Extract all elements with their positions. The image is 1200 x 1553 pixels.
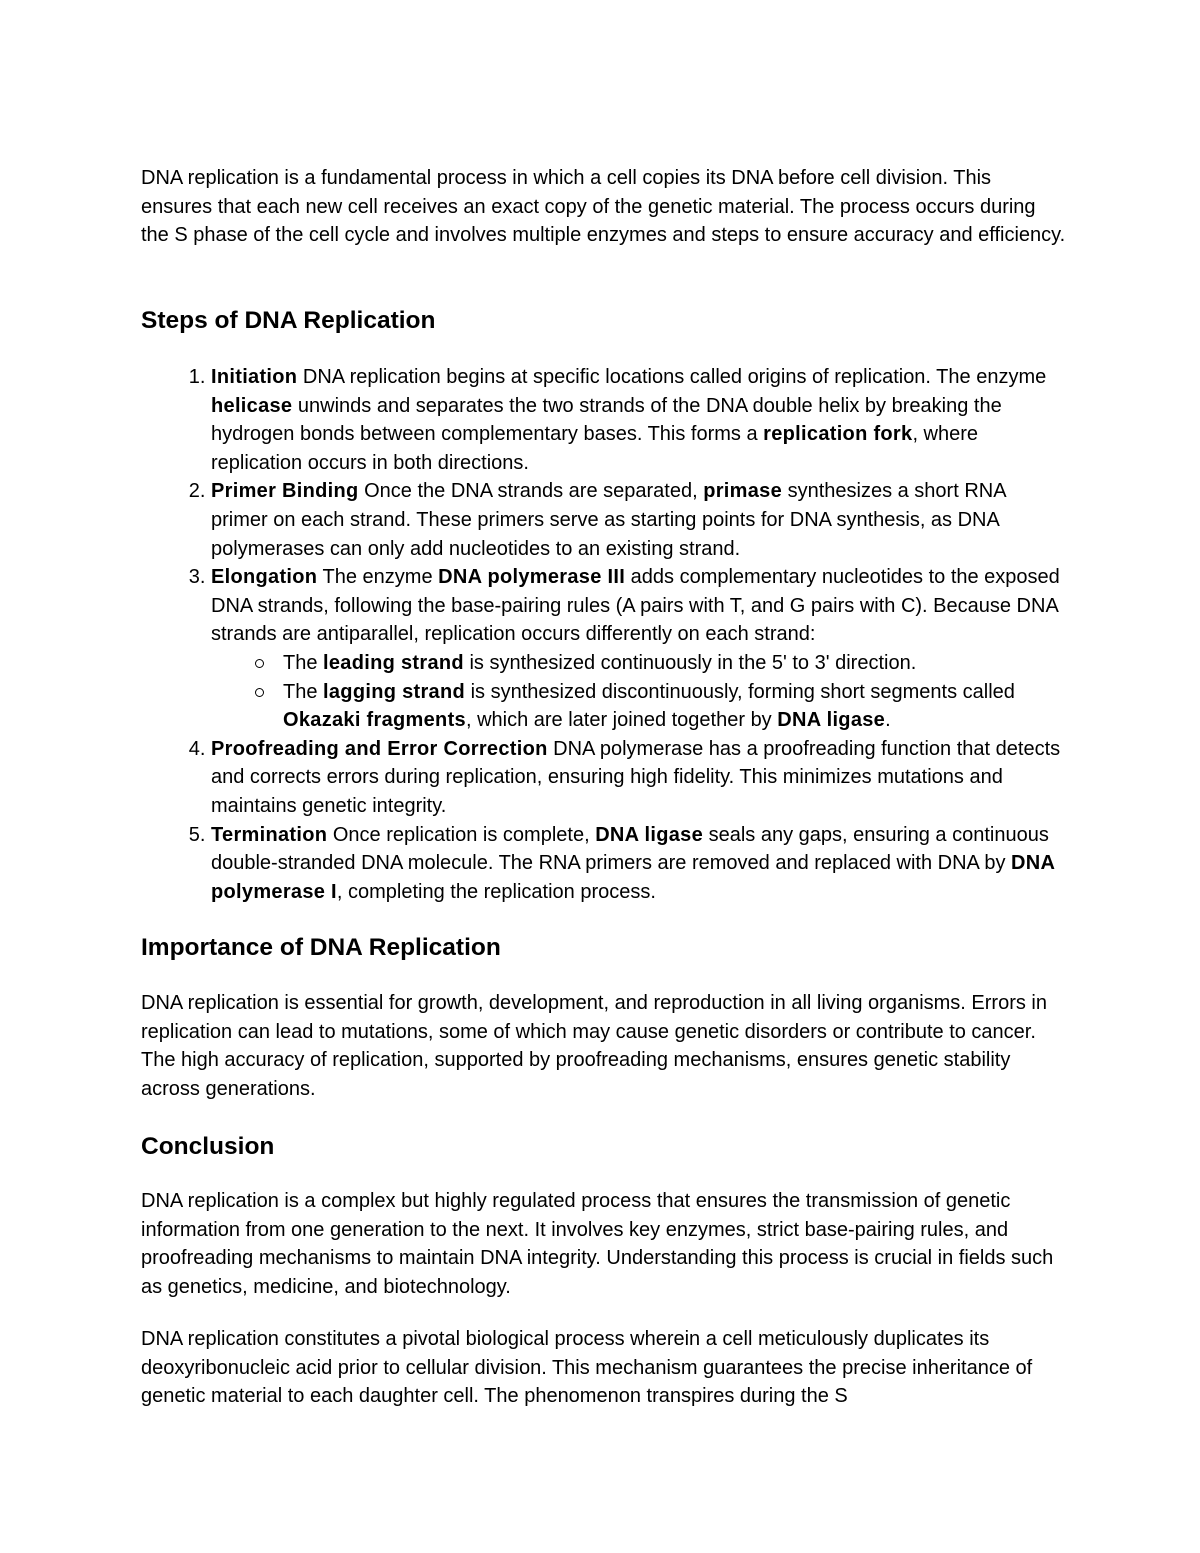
bold-term: Termination xyxy=(211,823,328,846)
text-run: unwinds and separates the two strands of the DNA double helix by breaking the hydrogen bonds between complementary bases. This forms a xyxy=(211,394,1002,446)
extra-paragraph: DNA replication constitutes a pivotal biological process wherein a cell meticulously duplicates its deoxyribonucleic acid prior to cellular division. This mechanism guarantees the precise inheritance of genetic material to each daughter cell. The phenomenon transpires during the S xyxy=(141,1328,1033,1408)
bold-term: primase xyxy=(703,480,783,503)
bold-term: leading strand xyxy=(323,651,464,674)
text-run: is synthesized continuously in the 5' to 3' direction. xyxy=(463,651,917,674)
text-run: adds complementary nucleotides to the exposed DNA strands, following the base-pairing rules (A pairs with T, and G pairs with C). Because DNA strands are antiparallel, replication occurs differently on each strand: xyxy=(211,566,1060,646)
text-run: seals any gaps, ensuring a continuous double-stranded DNA molecule. The RNA primers are removed and replaced with DNA by xyxy=(211,823,1049,875)
bold-term: Proofreading and Error Correction xyxy=(211,737,548,760)
bold-term: lagging strand xyxy=(323,680,466,703)
importance-paragraph: DNA replication is essential for growth, development, and reproduction in all living organisms. Errors in replication can lead to mutations, some of which may cause genetic disorders or contribute to cancer. The high accuracy of replication, supported by proofreading mechanisms, ensures genetic stability across generations. xyxy=(141,992,1047,1100)
bold-term: DNA ligase xyxy=(595,823,704,846)
text-run: The enzyme xyxy=(317,566,439,589)
text-run: , where replication occurs in both directions. xyxy=(211,423,979,474)
sub-list xyxy=(211,649,1066,735)
step-item xyxy=(211,735,1066,821)
text-run: The xyxy=(283,651,324,674)
text-run: Once the DNA strands are separated, xyxy=(358,480,704,503)
bold-term: Initiation xyxy=(211,366,298,388)
bold-term: helicase xyxy=(211,394,293,417)
bold-term: DNA ligase xyxy=(777,709,886,732)
bold-term: replication fork xyxy=(763,423,913,446)
step-item xyxy=(211,563,1066,735)
text-run: synthesizes a short RNA primer on each strand. These primers serve as starting points for DNA synthesis, as DNA polymerases can only add nucleotides to an existing strand. xyxy=(211,480,1006,560)
bold-term: DNA polymerase I xyxy=(211,852,1055,903)
text-run: The xyxy=(283,680,324,703)
text-run: , completing the replication process. xyxy=(336,880,656,903)
bold-term: Elongation xyxy=(211,566,318,589)
conclusion-heading: Conclusion xyxy=(141,1133,275,1160)
step-item xyxy=(211,363,1066,477)
step-item xyxy=(211,821,1066,907)
steps-list xyxy=(141,363,1066,906)
text-run: DNA polymerase has a proofreading function that detects and corrects errors during replication, ensuring high fidelity. This minimizes mutations and maintains genetic integrity. xyxy=(211,737,1061,817)
steps-heading: Steps of DNA Replication xyxy=(141,307,436,334)
conclusion-paragraph: DNA replication is a complex but highly regulated process that ensures the transmission of genetic information from one generation to the next. It involves key enzymes, strict base-pairing rules, and proofreading mechanisms to maintain DNA integrity. Understanding this process is crucial in fields such as genetics, medicine, and biotechnology. xyxy=(141,1190,1054,1298)
importance-heading: Importance of DNA Replication xyxy=(141,934,501,961)
step-item xyxy=(211,477,1066,563)
text-run: , which are later joined together by xyxy=(465,709,778,732)
text-run: is synthesized discontinuously, forming short segments called xyxy=(465,680,1015,703)
bold-term: DNA polymerase III xyxy=(438,566,626,589)
bold-term: Okazaki fragments xyxy=(283,709,466,732)
bold-term: Primer Binding xyxy=(211,480,359,503)
text-run: DNA replication begins at specific locations called origins of replication. The enzyme xyxy=(297,366,1047,388)
sub-item xyxy=(283,678,1066,735)
text-run: . xyxy=(885,709,891,732)
text-run: Once replication is complete, xyxy=(327,823,596,846)
intro-paragraph: DNA replication is a fundamental process in which a cell copies its DNA before cell division. This ensures that each new cell receives an exact copy of the genetic material. The process occurs during the S phase of the cell cycle and involves multiple enzymes and steps to ensure accuracy and efficiency. xyxy=(141,167,1066,247)
sub-item xyxy=(283,649,1066,678)
